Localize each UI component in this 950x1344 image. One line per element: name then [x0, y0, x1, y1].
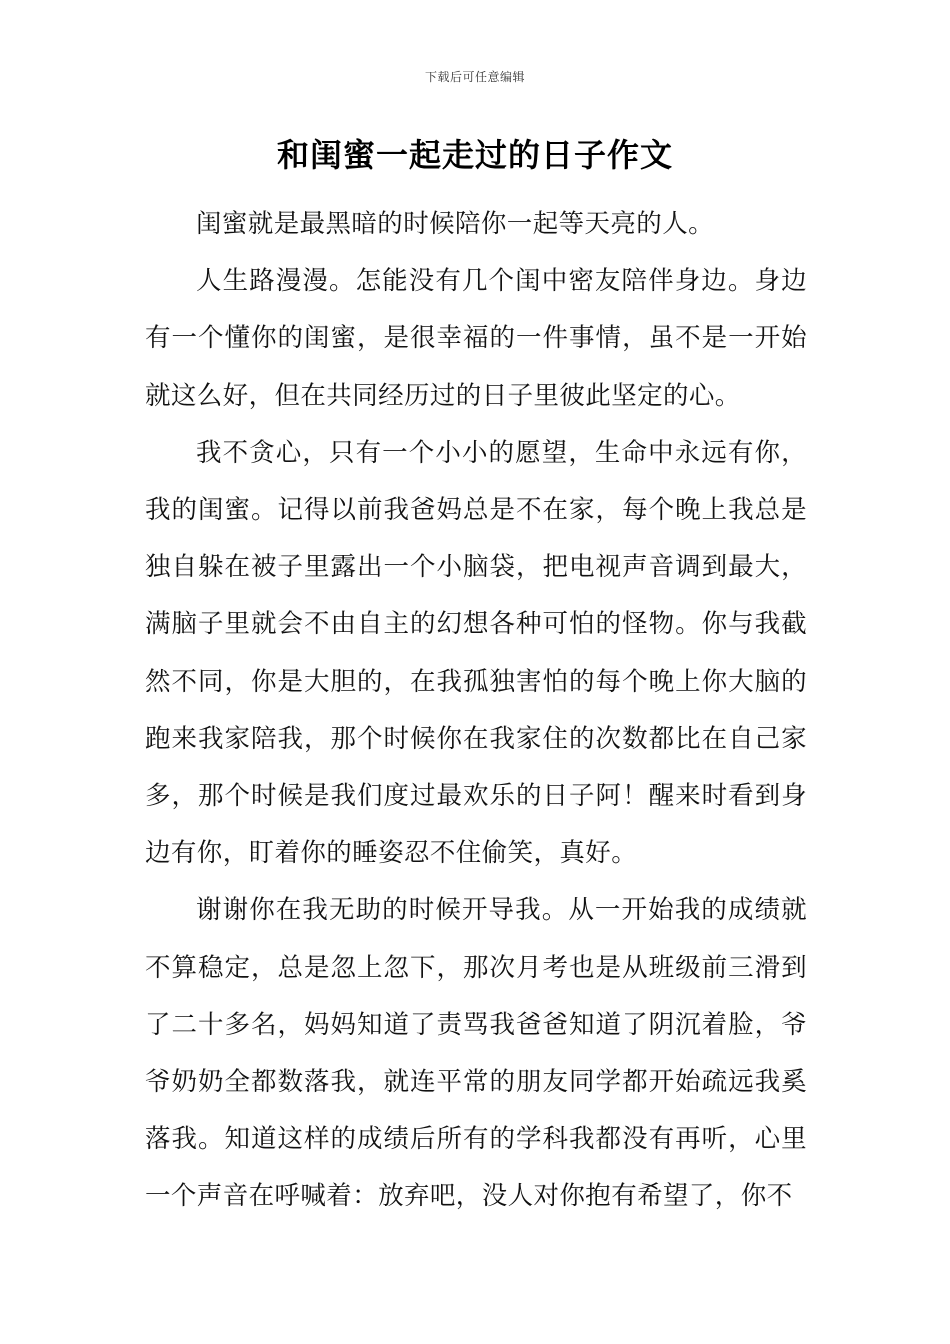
paragraph: 闺蜜就是最黑暗的时候陪你一起等天亮的人。 — [196, 209, 715, 239]
body-text — [145, 196, 807, 1226]
document-title: 和闺蜜一起走过的日子作文 — [276, 136, 673, 174]
paragraph: 人生路漫漫。怎能没有几个闺中密友陪伴身边。身边有一个懂你的闺蜜，是很幸福的一件事情，虽不是一开始就这么好，但在共同经历过的日子里彼此坚定的心。 — [145, 266, 807, 411]
paragraph: 我不贪心，只有一个小小的愿望，生命中永远有你，我的闺蜜。记得以前我爸妈总是不在家，每个晚上我总是独自躲在被子里露出一个小脑袋，把电视声音调到最大，满脑子里就会不由自主的幻想各种可怕的怪物。你与我截然不同，你是大胆的，在我孤独害怕的每个晚上你大脑的跑来我家陪我，那个时候你在我家住的次数都比在自己家多，那个时候是我们度过最欢乐的日子阿！醒来时看到身边有你，盯着你的睡姿忍不住偷笑，真好。 — [145, 437, 807, 869]
paragraph: 谢谢你在我无助的时候开导我。从一开始我的成绩就不算稳定，总是忽上忽下，那次月考也是从班级前三滑到了二十多名，妈妈知道了责骂我爸爸知道了阴沉着脸，爷爷奶奶全都数落我，就连平常的朋友同学都开始疏远我奚落我。知道这样的成绩后所有的学科我都没有再听，心里一个声音在呼喊着：放弃吧，没人对你抱有希望了，你不 — [145, 895, 807, 1212]
header-note: 下载后可任意编辑 — [424, 70, 525, 84]
